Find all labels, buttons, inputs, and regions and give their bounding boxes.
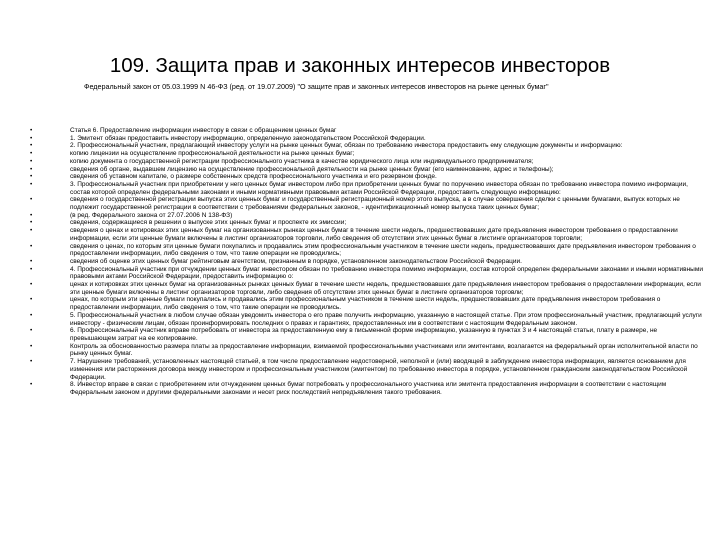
bullet-icon: • — [30, 150, 33, 158]
list-item — [30, 158, 704, 166]
list-item — [30, 296, 704, 311]
bullet-icon: • — [30, 281, 33, 289]
list-item-text: копию лицензии на осуществление профессиональной деятельности на рынке ценных бумаг; — [70, 150, 355, 158]
list-item — [30, 150, 704, 158]
list-item — [30, 258, 704, 266]
list-item — [30, 127, 704, 135]
bullet-icon: • — [30, 127, 33, 134]
list-item — [30, 243, 704, 258]
list-item — [30, 227, 704, 242]
bullet-icon: • — [30, 265, 33, 273]
article-list — [30, 127, 704, 397]
bullet-icon: • — [30, 219, 33, 227]
bullet-icon: • — [30, 196, 33, 204]
list-item-text: 2. Профессиональный участник, предлагающий инвестору услуги на рынке ценных бумаг, обязан по требованию инвестора предоставить ему следующие документы и информацию: — [70, 142, 623, 150]
bullet-icon: • — [30, 227, 33, 235]
list-item-text: ценах, по которым эти ценные бумаги покупались и продавались этим профессиональным участником в течение шести недель, предшествовавших дате предъявления инвестором требования о предоставлении информации, либо сведения о том, что такие операции не проводились. — [70, 296, 661, 312]
bullet-icon: • — [30, 211, 33, 219]
list-item — [30, 181, 704, 196]
list-item-text: Контроль за обоснованностью размера платы за предоставление информации, взимаемой профессиональными участниками или эмитентами, возлагается на федеральный орган исполнительной власти по рынку ценных бумаг. — [70, 342, 698, 358]
list-item — [30, 312, 704, 327]
bullet-icon: • — [30, 134, 33, 142]
list-item-text: сведения об уставном капитале, о размере собственных средств профессионального участника и его резервном фонде. — [70, 173, 437, 181]
list-item-text: сведения о государственной регистрации выпуска этих ценных бумаг и государственный регистрационный номер этого выпуска, а в случае совершения сделки с ценными бумагами, выпуск которых не подлежит государственной регистрации в соответствии с требованиями федеральных законов, - идентификационный номер выпуска таких ценных бумаг; — [70, 196, 680, 212]
list-item — [30, 343, 704, 358]
list-item — [30, 196, 704, 211]
list-item — [30, 358, 704, 381]
bullet-icon: • — [30, 327, 33, 335]
list-item-text: (в ред. Федерального закона от 27.07.2006 N 138-ФЗ) — [70, 211, 233, 219]
bullet-icon: • — [30, 381, 33, 389]
bullet-icon: • — [30, 165, 33, 173]
bullet-icon: • — [30, 242, 33, 250]
bullet-icon: • — [30, 157, 33, 165]
list-item-text: сведения о ценах, по которым эти ценные бумаги покупались и продавались этим профессиональным участником в течение шести недель, предшествовавших дате предъявления инвестором требования о предоставлении информации, либо сведения о том, что такие операции не проводились; — [70, 242, 696, 258]
list-item-text: сведения об оценке этих ценных бумаг рейтинговым агентством, признанным в порядке, установленном законодательством Российской Федерации. — [70, 257, 522, 265]
list-item-text: сведения о ценах и котировках этих ценных бумаг на организованных рынках ценных бумаг в течение шести недель, предшествовавших дате предъявления инвестором требования о предоставлении информации, если эти ценные бумаги включены в листинг организаторов торговли, либо сведения об отсутствии этих ценных бумаг в листинге организаторов торговли; — [70, 227, 678, 242]
list-item — [30, 381, 704, 396]
bullet-icon: • — [30, 257, 33, 265]
page-title: 109. Защита прав и законных интересов инвесторов — [109, 54, 611, 77]
list-item-text: 8. Инвестор вправе в связи с приобретением или отчуждением ценных бумаг потребовать у профессионального участника или эмитента предоставления информации в соответствии с настоящим Федеральным законом и другими федеральными законами и несет риск последствий непредъявления такого требования. — [70, 381, 667, 396]
page-subtitle: Федеральный закон от 05.03.1999 N 46-ФЗ (ред. от 19.07.2009) "О защите прав и законных интересов инвесторов на рынке ценных бумаг" — [84, 82, 549, 91]
list-item-text: сведения, содержащиеся в решении о выпуске этих ценных бумаг и проспекте их эмиссии; — [70, 219, 347, 227]
list-item — [30, 173, 704, 181]
bullet-icon: • — [30, 180, 33, 188]
list-item-text: 7. Нарушение требований, установленных настоящей статьей, в том числе предоставление недостоверной, неполной и (или) вводящей в заблуждение инвестора информации, является основанием для изменения или расторжения договора между инвестором и профессиональным участником (эмитентом) по требованию инвестора в порядке, установленном гражданским законодательством Российской Федерации. — [70, 358, 688, 381]
bullet-icon: • — [30, 142, 33, 150]
bullet-icon: • — [30, 342, 33, 350]
bullet-icon: • — [30, 311, 33, 319]
list-item-text: 3. Профессиональный участник при приобретении у него ценных бумаг инвестором либо при приобретении ценных бумаг по поручению инвестора обязан по требованию инвестора помимо информации, состав которой определен федеральными законами и иными нормативными правовыми актами Российской Федерации, предоставить следующую информацию: — [70, 180, 688, 196]
list-item-text: ценах и котировках этих ценных бумаг на организованных рынках ценных бумаг в течение шести недель, предшествовавших дате предъявления инвестором требования о предоставлении информации, если эти ценные бумаги включены в листинг организаторов торговли, либо сведения об отсутствии этих ценных бумаг в листинге организаторов торговли; — [70, 281, 701, 296]
list-item — [30, 219, 704, 227]
list-item — [30, 142, 704, 150]
bullet-icon: • — [30, 173, 33, 181]
list-item — [30, 281, 704, 296]
list-item-text: 6. Профессиональный участник вправе потребовать от инвестора за предоставленную ему в письменной форме информацию, указанную в пунктах 3 и 4 настоящей статьи, плату в размере, не превышающем затрат на ее копирование. — [70, 327, 658, 342]
list-item-text: 1. Эмитент обязан предоставить инвестору информацию, определенную законодательством Российской Федерации. — [70, 134, 426, 142]
bullet-icon: • — [30, 296, 33, 304]
list-item — [30, 266, 704, 281]
list-item-text: Статья 6. Предоставление информации инвестору в связи с обращением ценных бумаг — [70, 127, 337, 134]
list-item-text: 4. Профессиональный участник при отчуждении ценных бумаг инвестором обязан по требованию инвестора помимо информации, состав которой определен федеральными законами и иными нормативными правовыми актами Российской Федерации, предоставить информацию о: — [70, 265, 703, 281]
bullet-icon: • — [30, 358, 33, 366]
list-item-text: 5. Профессиональный участник в любом случае обязан уведомить инвестора о его праве получить информацию, указанную в настоящей статье. При этом профессиональный участник, предлагающий услуги инвестору - физическим лицам, обязан проинформировать последних о правах и гарантиях, предоставленных им в соответствии с настоящим Федеральным законом. — [70, 311, 702, 327]
list-item-text: копию документа о государственной регистрации профессионального участника в качестве юридического лица или индивидуального предпринимателя; — [70, 157, 534, 165]
list-item-text: сведения об органе, выдавшем лицензию на осуществление профессиональной деятельности на рынке ценных бумаг (его наименование, адрес и телефоны); — [70, 165, 554, 173]
list-item — [30, 327, 704, 342]
